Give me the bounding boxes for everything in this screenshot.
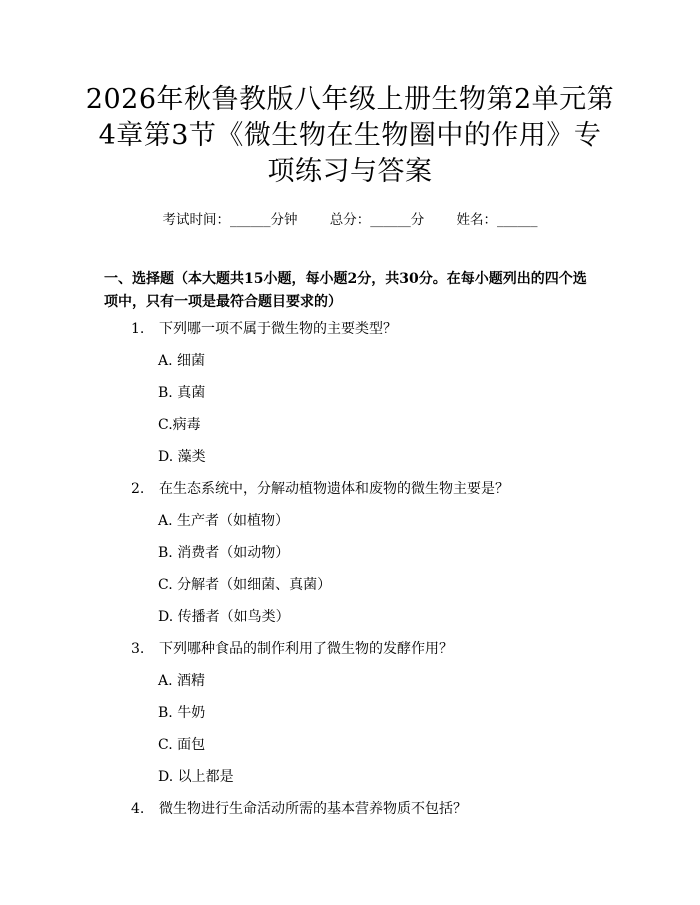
question-number: 3. [131,641,145,657]
question-text: 下列哪一项不属于微生物的主要类型？ [159,321,397,337]
title-line-2: 4章第3节《微生物在生物圈中的作用》专 [98,120,602,151]
q1-option-d: D. 藻类 [158,449,206,465]
q3-option-c: C. 面包 [158,737,206,753]
question-4 [131,798,467,818]
q1-option-b: B. 真菌 [158,385,206,401]
question-3 [131,638,453,658]
section-heading [104,268,604,314]
question-number: 2. [131,481,145,497]
title-line-1: 2026年秋鲁教版八年级上册生物第2单元第 [85,84,615,115]
q3-option-d: D. 以上都是 [158,769,234,785]
question-text: 下列哪种食品的制作利用了微生物的发酵作用？ [159,641,453,657]
question-number: 4. [131,801,145,817]
q2-option-d: D. 传播者（如鸟类） [158,609,290,625]
q3-option-b: B. 牛奶 [158,705,206,721]
student-name-field: 姓名：______ [456,212,538,228]
q3-option-a: A. 酒精 [158,673,206,689]
q2-option-b: B. 消费者（如动物） [158,545,290,561]
question-text: 在生态系统中，分解动植物遗体和废物的微生物主要是？ [159,481,509,497]
total-score-field: 总分：______分 [329,212,425,228]
question-number: 1. [131,321,145,337]
question-2 [131,478,509,498]
exam-info-line [0,208,700,228]
q2-option-a: A. 生产者（如植物） [158,513,290,529]
section-heading-line-2: 项中，只有一项是最符合题目要求的） [104,294,342,310]
q2-option-c: C. 分解者（如细菌、真菌） [158,577,332,593]
q1-option-a: A. 细菌 [158,353,206,369]
exam-time-field: 考试时间：______分钟 [162,212,298,228]
question-text: 微生物进行生命活动所需的基本营养物质不包括？ [159,801,467,817]
document-title [60,82,640,190]
question-1 [131,318,397,338]
title-line-3: 项练习与答案 [267,156,433,187]
q1-option-c: C.病毒 [158,417,201,433]
section-heading-line-1: 一、选择题（本大题共15小题，每小题2分，共30分。在每小题列出的四个选 [104,271,587,287]
